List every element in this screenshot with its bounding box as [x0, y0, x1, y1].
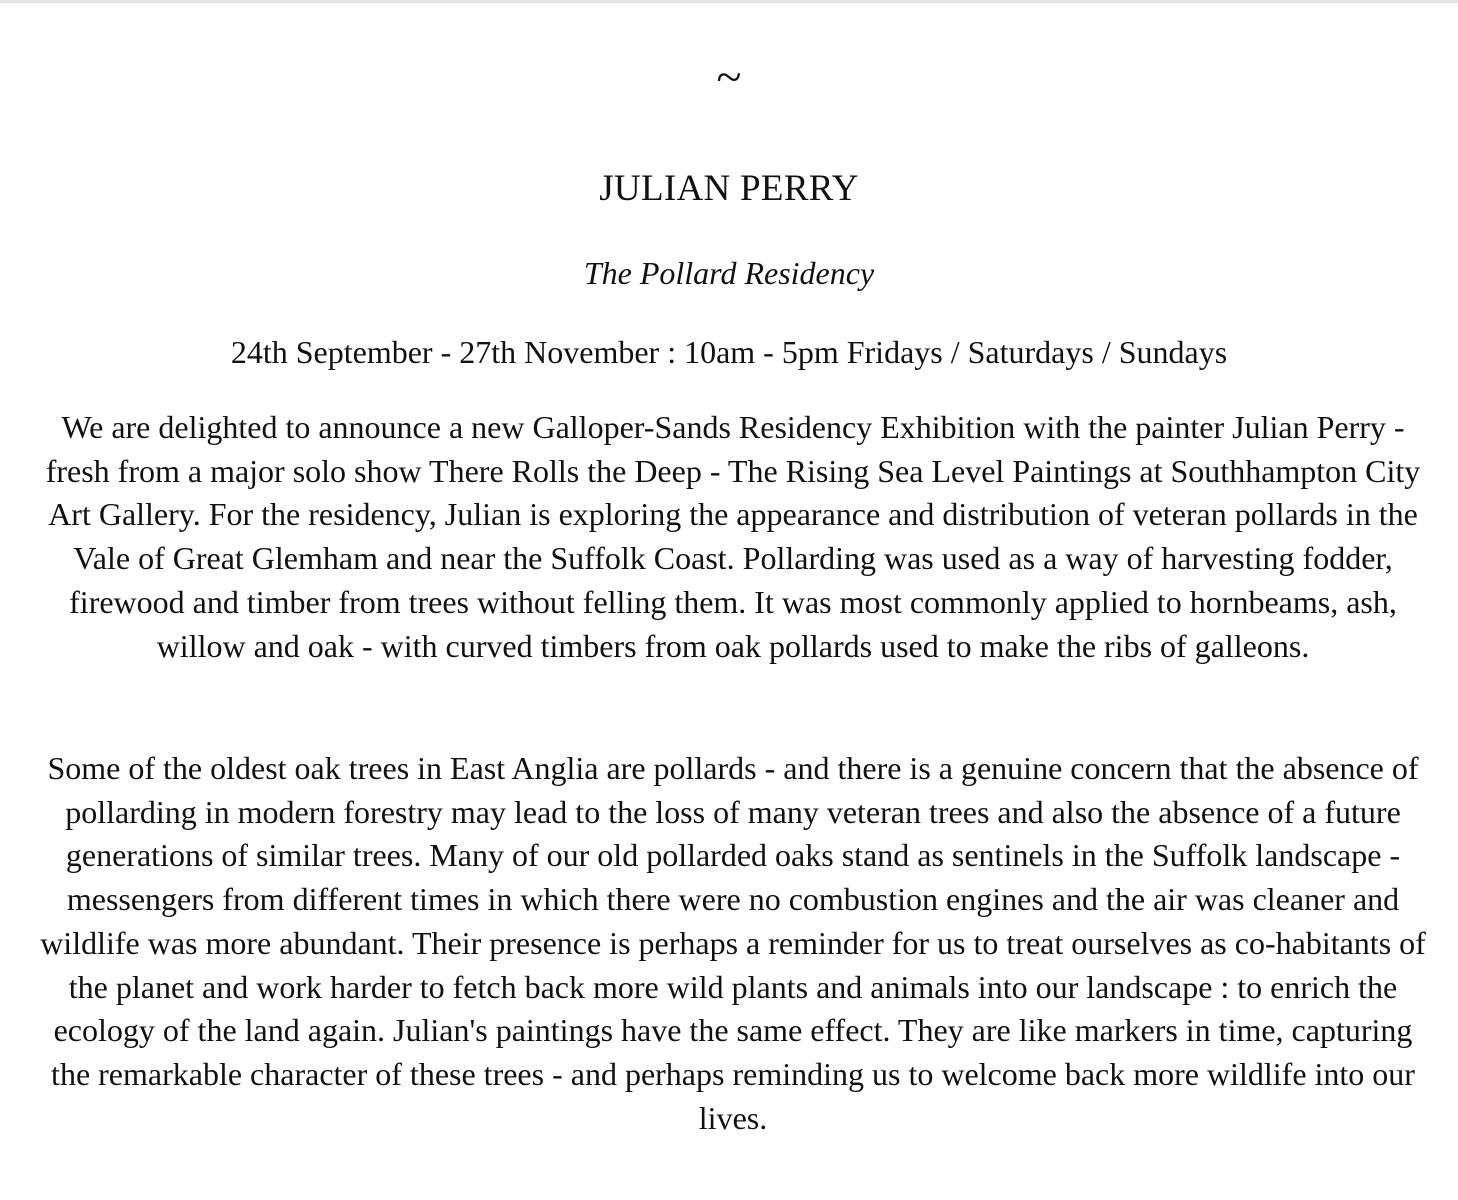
top-divider-line	[0, 0, 1458, 3]
tilde-ornament: ~	[716, 51, 742, 102]
pollards-paragraph: Some of the oldest oak trees in East Anglia are pollards - and there is a genuine concern that the absence of pollarding in modern forestry may lead to the loss of many veteran trees and also the absence of a future generations of similar trees. Many of our old pollarded oaks stand as sentinels in the Suffolk landscape - messengers from different times in which there were no combustion engines and the air was cleaner and wildlife was more abundant. Their presence is perhaps a reminder for us to treat ourselves as co-habitants of the planet and work harder to fetch back more wild plants and animals into our landscape : to enrich the ecology of the land again. Julian's paintings have the same effect. They are like markers in time, capturing the remarkable character of these trees - and perhaps reminding us to welcome back more wildlife into our lives.	[40, 750, 1426, 1136]
exhibition-dates-hours: 24th September - 27th November : 10am - 5pm Fridays / Saturdays / Sundays	[230, 334, 1228, 370]
artist-name-heading: JULIAN PERRY	[599, 168, 859, 209]
exhibition-title: The Pollard Residency	[583, 255, 875, 291]
intro-paragraph: We are delighted to announce a new Galloper-Sands Residency Exhibition with the painter Julian Perry - fresh from a major solo show There Rolls the Deep - The Rising Sea Level Paintings at Southhampton City Art Gallery. For the residency, Julian is exploring the appearance and distribution of veteran pollards in the Vale of Great Glemham and near the Suffolk Coast. Pollarding was used as a way of harvesting fodder, firewood and timber from trees without felling them. It was most commonly applied to hornbeams, ash, willow and oak - with curved timbers from oak pollards used to make the ribs of galleons.	[45, 409, 1421, 664]
